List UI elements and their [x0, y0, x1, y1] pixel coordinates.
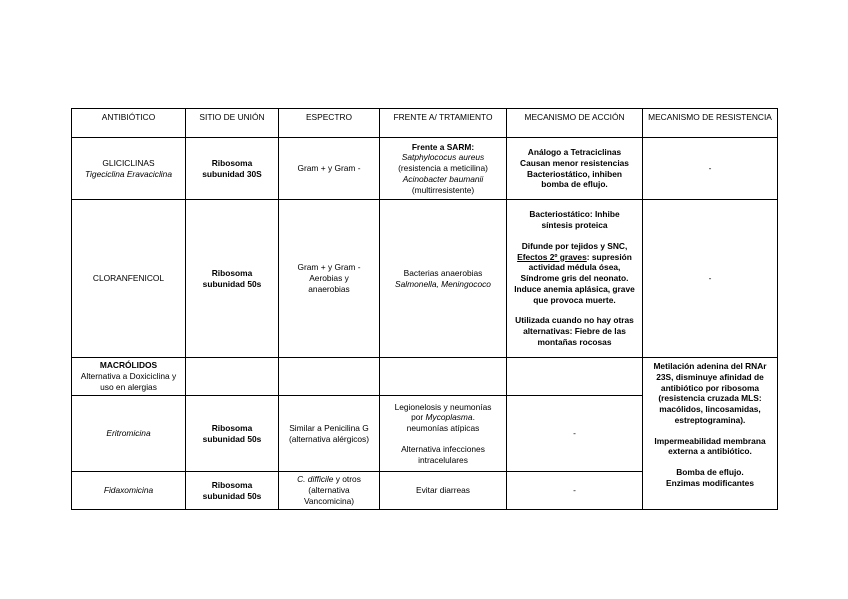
spectrum-line: anaerobias [308, 283, 350, 294]
site-line: subunidad 30S [202, 168, 262, 179]
action-line: actividad médula ósea, [528, 262, 621, 273]
spacer [645, 426, 775, 436]
header-row [72, 109, 778, 138]
cell-antibiotic [72, 358, 186, 396]
against-text: por [411, 412, 426, 423]
table-row-gliciclinas [72, 138, 778, 200]
site-line: subunidad 50s [202, 490, 262, 501]
action-line: Induce anemia aplásica, grave [514, 283, 635, 294]
resistance-line: Metilación adenina del RNAr [653, 361, 767, 371]
action-line: Análogo a Tetraciclinas [527, 147, 622, 157]
spectrum-organism: C. difficile [297, 474, 334, 485]
spectrum-text: y otros [333, 474, 361, 485]
against-line: Frente a SARM: [411, 141, 475, 152]
cell-action: - [507, 472, 643, 510]
antibiotic-drugs: Tigeciclina Eravaciclina [85, 168, 172, 179]
cell-action [507, 200, 643, 358]
action-line: Causan menor resistencias [520, 157, 629, 168]
resistance-line: antibiótico por ribosoma [660, 382, 760, 393]
spectrum-line: Vancomicina) [303, 495, 355, 506]
header-frente: FRENTE A/ TRTAMIENTO [380, 109, 507, 138]
cell-resistance-macrolidos [643, 358, 778, 510]
header-sitio: SITIO DE UNIÓN [186, 109, 279, 138]
header-mecanismo-resistencia: MECANISMO DE RESISTENCIA [643, 109, 778, 138]
header-espectro: ESPECTRO [279, 109, 380, 138]
action-line: Difunde por tejidos y SNC, [521, 240, 628, 251]
against-line: (multirresistente) [411, 184, 475, 195]
against-text: . [472, 412, 475, 423]
against-organism: Mycoplasma [425, 412, 473, 423]
resistance-line: 23S, disminuye afinidad de [656, 371, 764, 382]
action-line: bomba de eflujo. [541, 179, 608, 190]
spacer [509, 305, 640, 315]
effects-label: Efectos 2º graves [517, 251, 587, 262]
against-line: Legionelosis y neumonías [394, 401, 492, 412]
cell-resistance: - [643, 200, 778, 358]
effects-rest: : supresión [586, 251, 632, 262]
against-line: Alternativa infecciones [401, 443, 485, 454]
table-row-cloranfenicol [72, 200, 778, 358]
antibiotics-table [71, 108, 778, 510]
cell-spectrum [279, 396, 380, 472]
cell-against: Evitar diarreas [380, 472, 507, 510]
cell-antibiotic: CLORANFENICOL [72, 200, 186, 358]
against-line: Bacterias anaerobias [403, 267, 483, 278]
cell-antibiotic [72, 138, 186, 200]
spectrum-line: (alternativa [308, 485, 350, 496]
cell-action [507, 358, 643, 396]
header-mecanismo-accion: MECANISMO DE ACCIÓN [507, 109, 643, 138]
resistance-line: estreptogramina). [674, 414, 746, 425]
resistance-line: Enzimas modificantes [666, 477, 754, 488]
cell-action [507, 138, 643, 200]
cell-site [186, 396, 279, 472]
resistance-line: macólidos, lincosamidas, [659, 404, 761, 414]
action-line: Bacteriostático, inhiben [527, 168, 622, 179]
antibiotic-name: GLICICLINAS [102, 157, 155, 168]
resistance-line: (resistencia cruzada MLS: [658, 393, 762, 404]
spacer [645, 457, 775, 467]
cell-site [186, 472, 279, 510]
against-line [382, 412, 504, 423]
header-antibiotico: ANTIBIÓTICO [72, 109, 186, 138]
antibiotic-note: uso en alergias [100, 381, 157, 392]
resistance-line: Impermeabilidad membrana [654, 435, 766, 446]
against-line: Satphylococus aureus [401, 152, 485, 163]
antibiotic-name: MACRÓLIDOS [99, 360, 158, 371]
against-line: (resistencia a meticilina) [398, 163, 488, 174]
cell-against [380, 138, 507, 200]
spectrum-line: Similar a Penicilina G [289, 422, 369, 433]
site-line: Ribosoma [211, 267, 253, 278]
site-line: Ribosoma [211, 422, 253, 433]
cell-against [380, 358, 507, 396]
action-line: montañas rocosas [537, 336, 612, 347]
cell-antibiotic: Fidaxomicina [72, 472, 186, 510]
spectrum-line: (alternativa alérgicos) [288, 433, 370, 444]
cell-spectrum [279, 472, 380, 510]
against-line: Acinobacter baumanii [402, 173, 484, 184]
cell-site [186, 200, 279, 358]
cell-spectrum [279, 200, 380, 358]
site-line: subunidad 50s [202, 278, 262, 289]
action-line: síntesis proteica [541, 220, 608, 231]
table-row-macrolidos [72, 358, 778, 396]
site-line: Ribosoma [211, 157, 253, 168]
spacer [509, 231, 640, 241]
site-line: subunidad 50s [202, 433, 262, 444]
spectrum-line: Gram + y Gram - [297, 262, 361, 273]
spectrum-line: Aerobias y [309, 273, 349, 284]
action-line [509, 252, 640, 263]
resistance-line: Bomba de eflujo. [676, 467, 744, 477]
action-line: Síndrome gris del neonato. [520, 273, 629, 284]
cell-against [380, 200, 507, 358]
against-line: neumonías atípicas [406, 423, 480, 434]
against-line: intracelulares [418, 454, 468, 465]
action-line: Utilizada cuando no hay otras [515, 315, 634, 326]
cell-site [186, 138, 279, 200]
action-line: que provoca muerte. [533, 294, 616, 305]
antibiotic-note: Alternativa a Doxiciclina y [80, 371, 177, 382]
action-line: Bacteriostático: Inhibe [529, 209, 620, 220]
against-line: Salmonella, Meningococo [395, 278, 491, 289]
cell-site [186, 358, 279, 396]
resistance-line: externa a antibiótico. [668, 446, 752, 457]
cell-spectrum [279, 358, 380, 396]
action-line: alternativas: Fiebre de las [523, 326, 626, 337]
cell-antibiotic: Eritromicina [72, 396, 186, 472]
cell-against [380, 396, 507, 472]
spacer [382, 434, 504, 444]
cell-resistance: - [643, 138, 778, 200]
spectrum-line [281, 474, 377, 485]
cell-action: - [507, 396, 643, 472]
cell-spectrum: Gram + y Gram - [279, 138, 380, 200]
site-line: Ribosoma [211, 479, 253, 490]
